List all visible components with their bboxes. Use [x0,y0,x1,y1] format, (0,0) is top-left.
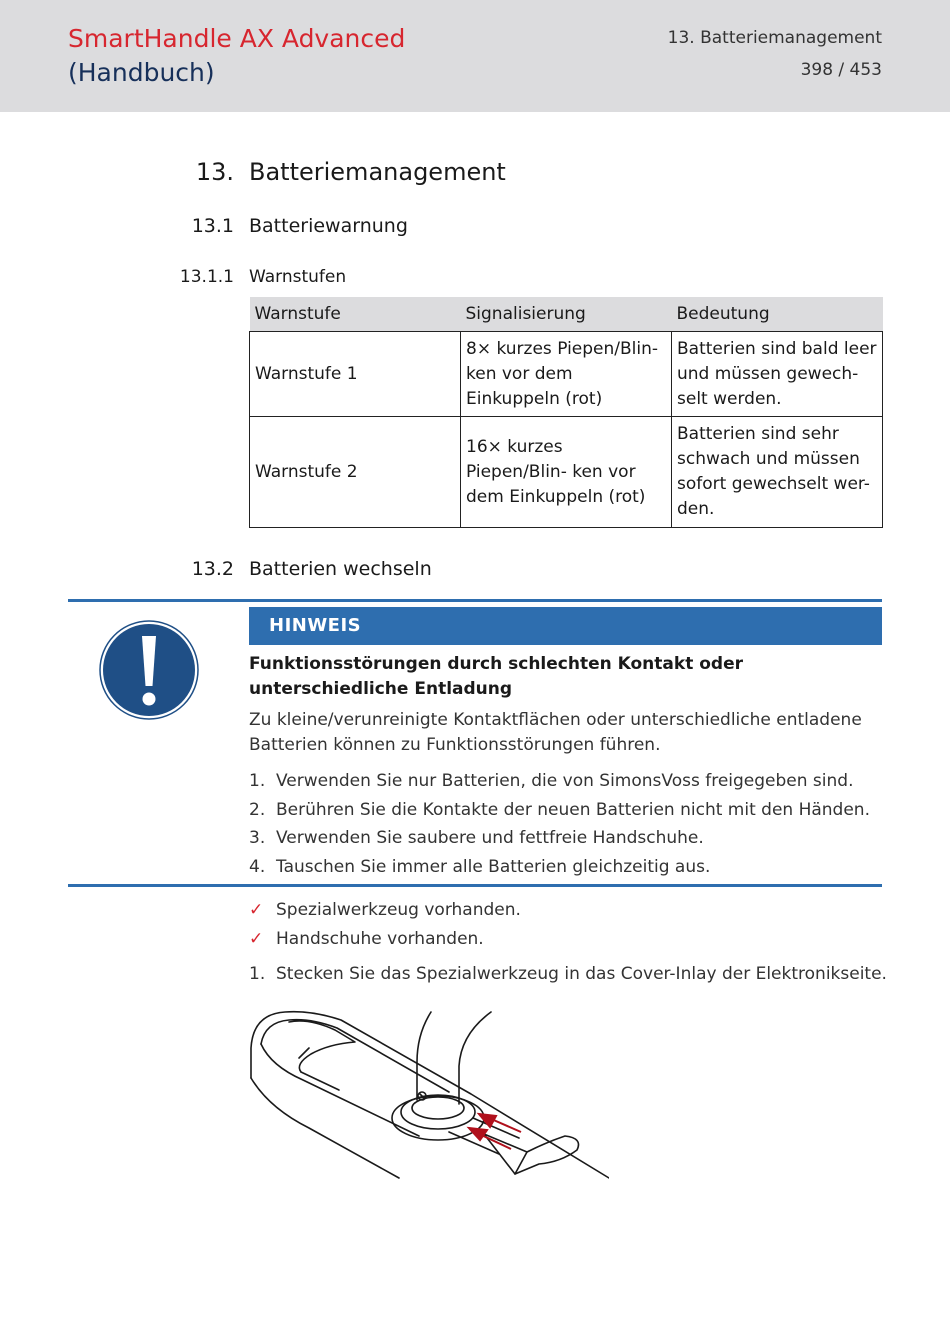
checkmark-icon: ✓ [249,900,264,920]
prerequisite-item [249,927,484,952]
list-item [249,826,704,851]
notice-banner [249,607,882,645]
table-cell: Batterien sind sehr schwach und müssen sofort gewechselt wer- den. [672,417,883,528]
list-text: Berühren Sie die Kontakte der neuen Batterien nicht mit den Händen. [276,800,870,820]
document-subtitle: (Handbuch) [68,58,215,87]
table-cell: 8× kurzes Piepen/Blin- ken vor dem Einkuppeln (rot) [461,332,672,417]
subsubsection-title: Warnstufen [249,267,347,287]
section-title: Batteriemanagement [249,158,506,186]
table-cell: 16× kurzes Piepen/Blin- ken vor dem Einkuppeln (rot) [461,417,672,528]
notice-label: HINWEIS [269,615,362,636]
column-header: Signalisierung [461,297,672,332]
list-text: Tauschen Sie immer alle Batterien gleichzeitig aus. [276,857,711,877]
list-text: Verwenden Sie nur Batterien, die von SimonsVoss freigegeben sind. [276,771,854,791]
prerequisite-text: Spezialwerkzeug vorhanden. [276,900,521,920]
step-number: 1. [249,964,266,984]
page-header [0,0,950,112]
list-item [249,798,870,823]
step-item [249,962,889,987]
exclamation-icon [99,620,199,720]
table-row [250,332,883,417]
subsection-number: 13.1 [191,215,234,237]
step-text: Stecken Sie das Spezialwerkzeug in das Cover-Inlay der Elektronikseite. [276,964,887,984]
header-chapter: 13. Batteriemanagement [667,28,882,48]
table-row [250,417,883,528]
warning-levels-table [249,297,883,528]
list-text: Verwenden Sie saubere und fettfreie Handschuhe. [276,828,704,848]
prerequisite-text: Handschuhe vorhanden. [276,929,484,949]
list-number: 4. [249,857,266,877]
table-header-row [250,297,883,332]
subsection-title: Batterien wechseln [249,558,432,580]
table-cell: Batterien sind bald leer und müssen gewech- selt werden. [672,332,883,417]
table-cell: Warnstufe 1 [250,332,461,417]
notice-heading: Funktionsstörungen durch schlechten Kontakt oder unterschiedliche Entladung [249,654,743,699]
subsubsection-number: 13.1.1 [179,267,234,287]
notice-bottom-rule [68,884,882,887]
checkmark-icon: ✓ [249,929,264,949]
section-number: 13. [195,158,234,186]
prerequisite-item [249,898,521,923]
column-header: Warnstufe [250,297,461,332]
handle-battery-illustration [249,1008,609,1180]
list-number: 1. [249,771,266,791]
subsection-title: Batteriewarnung [249,215,408,237]
list-number: 2. [249,800,266,820]
notice-body: Zu kleine/verunreinigte Kontaktflächen oder unterschiedliche entladene Batterien können zu Funktionsstörungen führen. [249,710,862,755]
page-number: 398 / 453 [800,60,882,80]
list-item [249,769,853,794]
list-item [249,855,710,880]
column-header: Bedeutung [672,297,883,332]
table-cell: Warnstufe 2 [250,417,461,528]
list-number: 3. [249,828,266,848]
notice-top-rule [68,599,882,602]
subsection-number: 13.2 [191,558,234,580]
document-title: SmartHandle AX Advanced [68,24,406,53]
